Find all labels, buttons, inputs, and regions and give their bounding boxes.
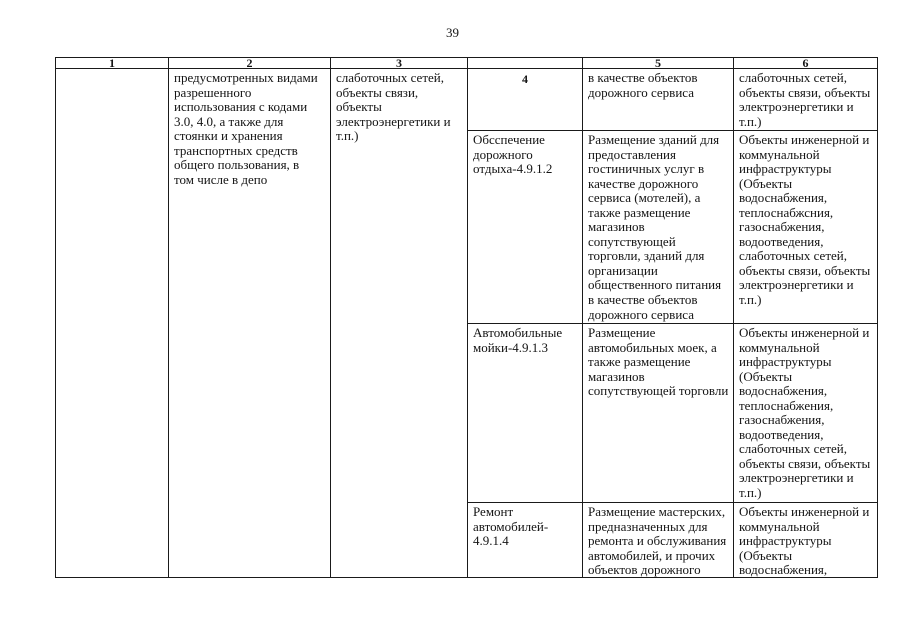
row-c-auxiliary: Объекты инженерной и коммунальной инфраструктуры (Объекты водоснабжения, теплоснабжения, газоснабжения, водоотведения, слаботочных сетей, объекты связи, объекты электроэнергетики и т.п.) (739, 325, 871, 501)
header-cell-4 (468, 58, 583, 69)
column-3-cell (331, 69, 468, 578)
column-4-number: 4 (522, 72, 528, 86)
row-a-col-6 (734, 69, 878, 131)
row-d-col-5 (583, 503, 734, 578)
header-cell-3: 3 (331, 58, 468, 69)
row-b-description: Размещение зданий для предоставления гостиничных услуг в качестве дорожного сервиса (мотелей), а также размещение магазинов сопутствующей торговли, зданий для организации общественного питания в качестве объектов дорожного сервиса (588, 132, 722, 322)
column-2-text: предусмотренных видами разрешенного использования с кодами 3.0, 4.0, а также для стоянки и хранения транспортных средств общего пользования, в том числе в депо (174, 70, 318, 187)
row-a-col-5 (583, 69, 734, 131)
row-d-auxiliary: Объекты инженерной и коммунальной инфраструктуры (Объекты водоснабжения, (739, 504, 870, 578)
column-2-cell (169, 69, 331, 578)
row-d-use-type: Ремонт автомобилей- 4.9.1.4 (473, 504, 549, 549)
row-b-col-6 (734, 131, 878, 324)
row-a-description: в качестве объектов дорожного сервиса (588, 70, 698, 100)
header-cell-5: 5 (583, 58, 734, 69)
row-d-description: Размещение мастерских, предназначенных для ремонта и обслуживания автомобилей, и прочих объектов дорожного (588, 504, 727, 578)
page-number: 39 (446, 25, 459, 40)
land-use-table (55, 57, 878, 578)
column-1-cell (56, 69, 169, 578)
row-b-use-type: Обсспечение дорожного отдыха-4.9.1.2 (473, 132, 553, 177)
row-c-col-4 (468, 324, 583, 503)
row-d-col-4 (468, 503, 583, 578)
column-3-text: слаботочных сетей, объекты связи, объекты электроэнергетики и т.п.) (336, 70, 451, 144)
row-c-col-6 (734, 324, 878, 503)
row-d-col-6 (734, 503, 878, 578)
row-b-auxiliary: Объекты инженерной и коммунальной инфраструктуры (Объекты водоснабжения, теплоснабжсния, газоснабжения, водоотведения, слаботочных сетей, объекты связи, объекты электроэнергетики и т.п.) (739, 132, 871, 308)
row-a-col-4 (468, 69, 583, 131)
row-a-auxiliary: слаботочных сетей, объекты связи, объекты электроэнергетики и т.п.) (739, 70, 871, 129)
row-c-col-5 (583, 324, 734, 503)
row-c-description: Размещение автомобильных моек, а также размещение магазинов сопутствующей торговли (588, 325, 729, 399)
row-b-col-5 (583, 131, 734, 324)
header-cell-1: 1 (56, 58, 169, 69)
row-b-col-4 (468, 131, 583, 324)
header-cell-2: 2 (169, 58, 331, 69)
row-c-use-type: Автомобильные мойки-4.9.1.3 (473, 325, 563, 355)
header-cell-6: 6 (734, 58, 878, 69)
